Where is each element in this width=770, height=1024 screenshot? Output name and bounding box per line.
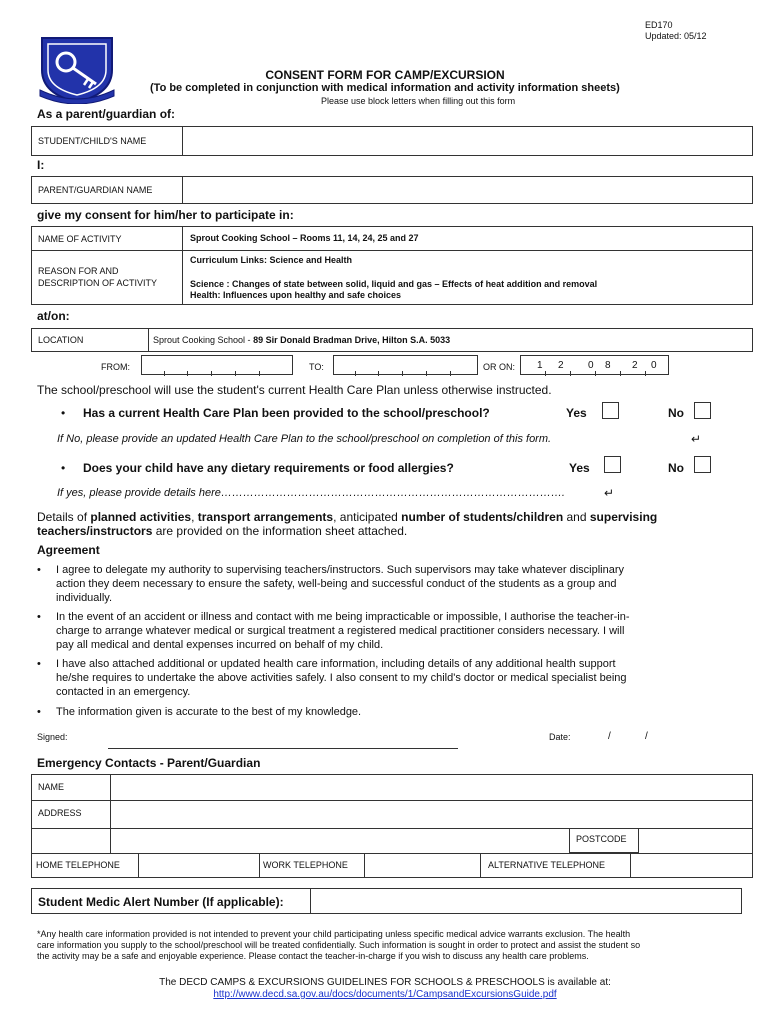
date-separator: / <box>645 731 648 742</box>
agreement-item: • The information given is accurate to the best of my knowledge. <box>37 706 362 718</box>
details-text: are provided on the information sheet attached. <box>152 524 408 538</box>
form-title: CONSENT FORM FOR CAMP/EXCURSION <box>265 68 505 82</box>
medic-alert-label: Student Medic Alert Number (If applicable): <box>38 895 284 909</box>
home-telephone-field[interactable] <box>142 856 255 874</box>
details-teachers: teachers/instructors <box>37 524 153 538</box>
agreement-item: • I have also attached additional or updated health care information, including details of any additional health support he/she requires to undertake the above activities safely. I also consent to my child's doctor or medical specialist being contacted in an emergency. <box>37 658 627 698</box>
dietary-question: Does your child have any dietary requirements or food allergies? <box>83 461 454 475</box>
agreement-line: I agree to delegate my authority to supervising teachers/instructors. Such supervisors may take whatever disciplinary <box>56 564 624 576</box>
q1-no-checkbox[interactable] <box>694 402 711 419</box>
reason-label-line1: REASON FOR AND <box>38 266 119 276</box>
details-text: , <box>191 510 198 524</box>
bullet: • <box>61 461 66 475</box>
location-row <box>31 328 753 352</box>
date-digit: 2 <box>632 360 638 371</box>
details-paragraph <box>37 510 737 538</box>
health-description[interactable]: Health: Influences upon healthy and safe choices <box>190 290 402 300</box>
signature-line[interactable] <box>108 748 458 749</box>
reason-label-line2: DESCRIPTION OF ACTIVITY <box>38 278 158 288</box>
date-digit: 1 <box>537 360 543 371</box>
postcode-field[interactable] <box>642 831 746 851</box>
q1-yes-checkbox[interactable] <box>602 402 619 419</box>
details-text: and <box>563 510 590 524</box>
work-telephone-label: WORK TELEPHONE <box>263 860 348 870</box>
date-digit: 2 <box>558 360 564 371</box>
agreement-line: In the event of an accident or illness and contact with me being impracticable or impossible, I authorise the teacher-in- <box>56 611 630 623</box>
q2-yes-checkbox[interactable] <box>604 456 621 473</box>
from-label: FROM: <box>101 362 130 372</box>
q2-no-label: No <box>668 461 684 475</box>
agreement-line: The information given is accurate to the best of my knowledge. <box>56 706 362 718</box>
details-planned: planned activities <box>90 510 192 524</box>
activity-name-value[interactable]: Sprout Cooking School – Rooms 11, 14, 24, 25 and 27 <box>190 233 419 243</box>
parent-name-row <box>31 176 753 204</box>
student-name-label: STUDENT/CHILD'S NAME <box>38 136 147 146</box>
agreement-line: he/she requires to undertake the above activities safely. I also consent to my child's doctor or medical specialist being <box>56 672 627 684</box>
i-label: I: <box>37 158 45 172</box>
form-code: ED170 <box>645 20 673 30</box>
agreement-line: I have also attached additional or updated health care information, including details of any additional health support <box>56 658 616 670</box>
updated-date: Updated: 05/12 <box>645 31 707 41</box>
contact-address-field[interactable] <box>116 803 746 825</box>
health-info-note <box>37 929 640 962</box>
date-digit: 0 <box>588 360 594 371</box>
date-separator: / <box>608 731 611 742</box>
health-plan-note: If No, please provide an updated Health Care Plan to the school/preschool on completion of this form. <box>57 433 552 445</box>
agreement-line: pay all medical and dental expenses incurred on behalf of my child. <box>56 639 384 651</box>
q2-yes-label: Yes <box>569 461 590 475</box>
note-line: the activity may be a safe and enjoyable experience. Please contact the teacher-in-charge if you wish to discuss any health care problems. <box>37 951 589 961</box>
form-subtitle: (To be completed in conjunction with medical information and activity information sheets) <box>150 82 620 94</box>
parent-name-field[interactable] <box>188 184 748 198</box>
agreement-item: • In the event of an accident or illness and contact with me being impracticable or impossible, I authorise the teacher-in- charge to arrange whatever medical or surgical treatment a registered medical practitioner considers necessary. I will pay all medical and dental expenses incurred on behalf of my child. <box>37 611 630 651</box>
alternative-telephone-label: ALTERNATIVE TELEPHONE <box>488 860 606 870</box>
note-line: *Any health care information provided is not intended to prevent your child participating unless specific medical advice warrants exclusion. The health <box>37 929 631 939</box>
q1-no-label: No <box>668 406 684 420</box>
or-on-label: OR ON: <box>483 362 516 372</box>
science-description[interactable]: Science : Changes of state between solid, liquid and gas – Effects of heat addition and removal <box>190 279 598 289</box>
agreement-line: individually. <box>56 592 113 604</box>
postcode-label-box <box>569 828 639 853</box>
details-number: number of students/children <box>401 510 564 524</box>
location-value[interactable] <box>153 335 450 345</box>
parent-name-label: PARENT/GUARDIAN NAME <box>38 185 153 195</box>
q2-no-checkbox[interactable] <box>694 456 711 473</box>
alternative-telephone-field[interactable] <box>634 856 746 874</box>
consent-heading: give my consent for him/her to participate in: <box>37 208 294 222</box>
enter-icon: ↵ <box>604 486 615 500</box>
guidelines-text: The DECD CAMPS & EXCURSIONS GUIDELINES FOR SCHOOLS & PRESCHOOLS is available at: <box>159 977 611 988</box>
date-digit: 0 <box>651 360 657 371</box>
contact-name-field[interactable] <box>116 777 746 798</box>
agreement-line: contacted in an emergency. <box>56 686 191 698</box>
emergency-contacts-table <box>31 774 753 878</box>
details-transport: transport arrangements <box>197 510 334 524</box>
bullet: • <box>61 406 66 420</box>
agreement-line: charge to arrange whatever medical or surgical treatment a registered medical practitioner considers necessary. I will <box>56 625 625 637</box>
guidelines-link-wrap <box>0 989 770 1000</box>
activity-table <box>31 226 753 305</box>
home-telephone-label: HOME TELEPHONE <box>36 860 120 870</box>
activity-name-label: NAME OF ACTIVITY <box>38 234 122 244</box>
contact-address-label: ADDRESS <box>38 808 82 818</box>
location-address: 89 Sir Donald Bradman Drive, Hilton S.A. 5033 <box>253 335 451 345</box>
emergency-heading: Emergency Contacts - Parent/Guardian <box>37 756 261 770</box>
postcode-label: POSTCODE <box>576 834 627 844</box>
agreement-line: action they deem necessary to ensure the safety, well-being and successful conduct of the students as a group and <box>56 578 617 590</box>
date-label: Date: <box>549 732 571 742</box>
dietary-details-field[interactable]: If yes, please provide details here…………………………………………………………………………………. <box>57 487 565 499</box>
date-digit: 8 <box>605 360 611 371</box>
student-name-row <box>31 126 753 156</box>
at-on-heading: at/on: <box>37 309 70 323</box>
contact-name-label: NAME <box>38 782 65 792</box>
work-telephone-field[interactable] <box>368 856 476 874</box>
details-text: , anticipated <box>333 510 402 524</box>
health-plan-intro: The school/preschool will use the student's current Health Care Plan unless otherwise instructed. <box>37 383 552 397</box>
medic-alert-field[interactable] <box>316 892 736 910</box>
note-line: care information you supply to the school/preschool will be treated confidentially. Such information is sought in order to protect and assist the student so <box>37 940 641 950</box>
medic-alert-row <box>31 888 742 914</box>
curriculum-links[interactable]: Curriculum Links: Science and Health <box>190 255 353 265</box>
location-venue: Sprout Cooking School - <box>153 335 254 345</box>
location-label: LOCATION <box>38 335 84 345</box>
agreement-item: • I agree to delegate my authority to supervising teachers/instructors. Such supervisors may take whatever disciplinary action they deem necessary to ensure the safety, well-being and successful conduct of the students as a group and individually. <box>37 564 624 604</box>
signed-label: Signed: <box>37 732 68 742</box>
enter-icon: ↵ <box>691 432 702 446</box>
student-name-field[interactable] <box>188 135 748 149</box>
to-label: TO: <box>309 362 324 372</box>
as-parent-heading: As a parent/guardian of: <box>37 107 176 121</box>
health-plan-question: Has a current Health Care Plan been provided to the school/preschool? <box>83 406 490 420</box>
block-letters-instruction: Please use block letters when filling out this form <box>321 96 516 106</box>
guidelines-link[interactable]: http://www.decd.sa.gov.au/docs/documents/1/CampsandExcursionsGuide.pdf <box>213 989 557 1000</box>
agreement-heading: Agreement <box>37 543 100 557</box>
details-supervising: supervising <box>589 510 658 524</box>
q1-yes-label: Yes <box>566 406 587 420</box>
details-text: Details of <box>37 510 91 524</box>
